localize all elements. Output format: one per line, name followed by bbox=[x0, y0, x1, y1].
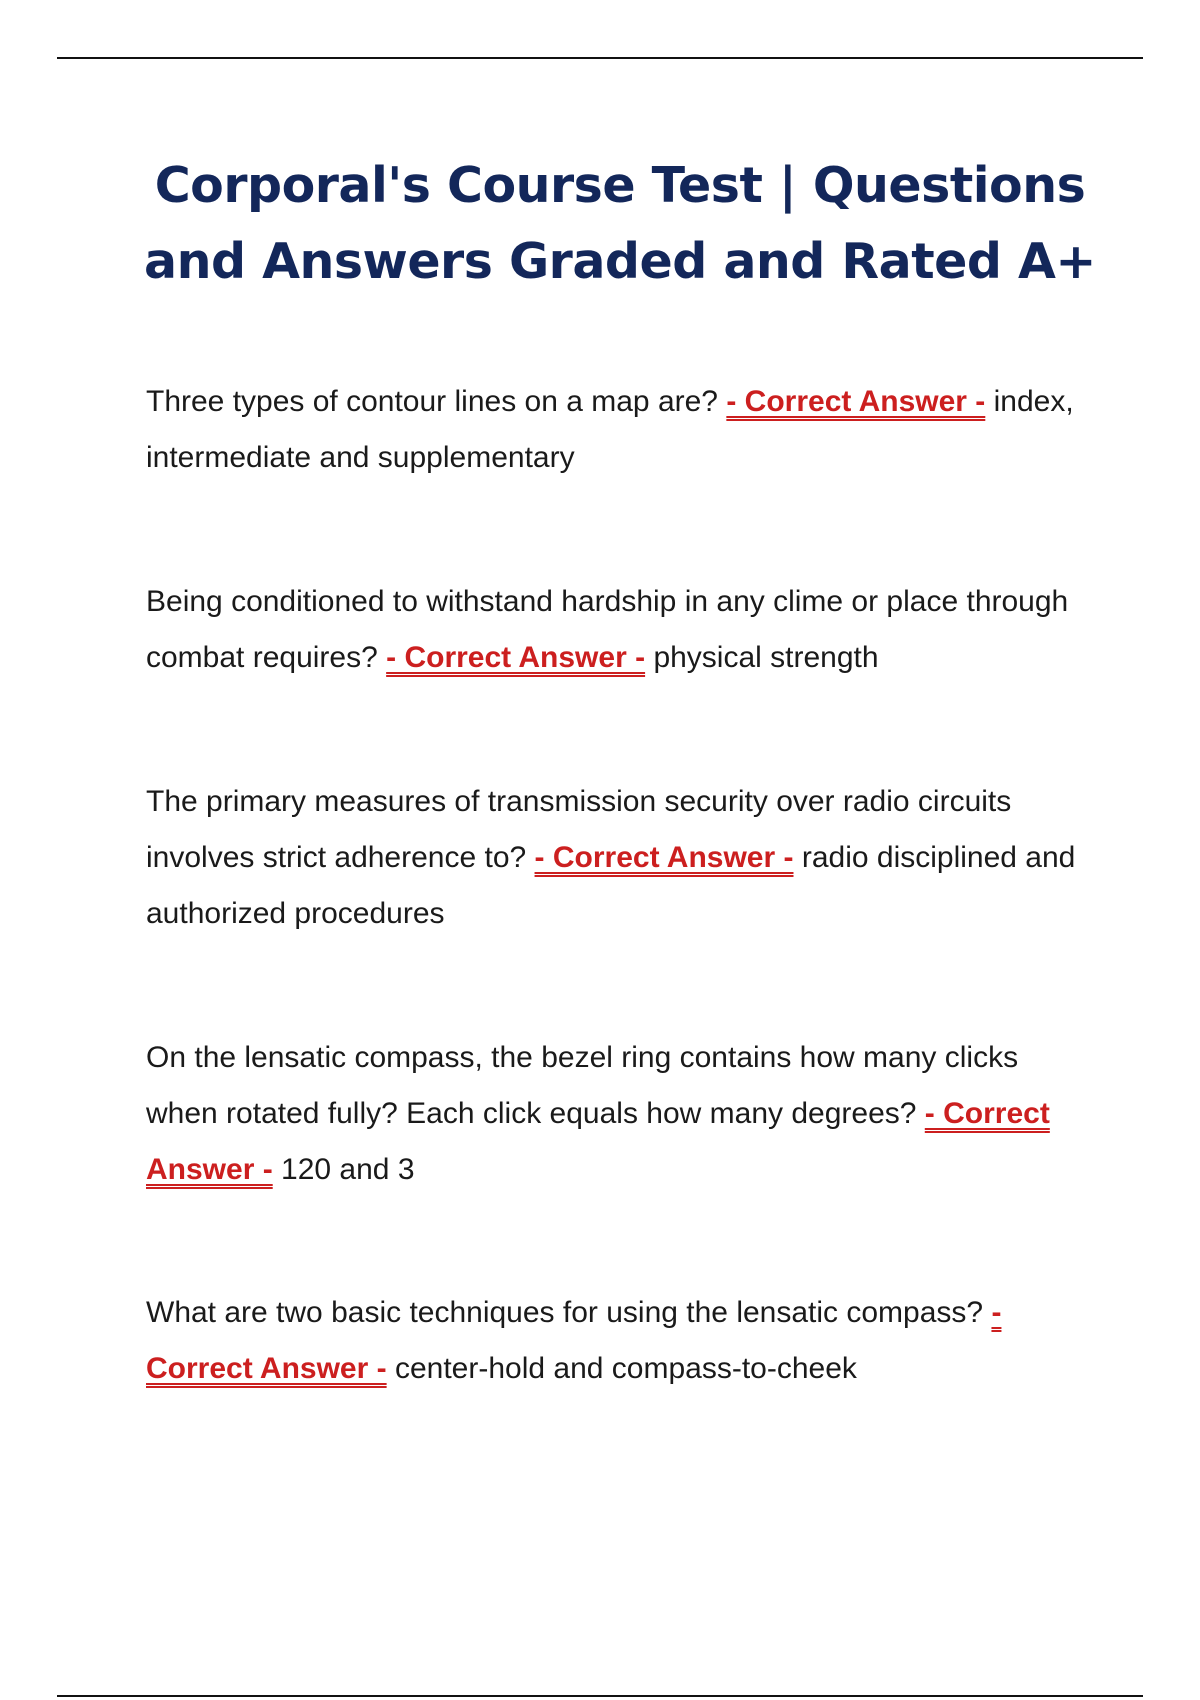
correct-answer-label: - Correct Answer - bbox=[534, 841, 794, 874]
question-text: What are two basic techniques for using the lensatic compass? bbox=[146, 1296, 984, 1329]
question-text: On the lensatic compass, the bezel ring contains how many clicks when rotated fully? Each click equals how many degrees? bbox=[146, 1041, 1019, 1130]
correct-answer-label: - Correct Answer - bbox=[146, 1097, 1050, 1186]
top-rule bbox=[57, 57, 1143, 59]
question-text: The primary measures of transmission security over radio circuits involves strict adherence to? bbox=[146, 785, 1012, 874]
correct-answer-label: - Correct Answer - bbox=[386, 641, 646, 674]
qa-item bbox=[146, 1285, 1096, 1397]
answer-text: 120 and 3 bbox=[281, 1153, 415, 1186]
correct-answer-label: - Correct Answer - bbox=[726, 385, 986, 418]
qa-item bbox=[146, 574, 1096, 686]
answer-text: center-hold and compass-to-cheek bbox=[394, 1352, 857, 1385]
qa-item bbox=[146, 374, 1096, 486]
qa-item bbox=[146, 1030, 1096, 1198]
qa-item bbox=[146, 774, 1096, 942]
bottom-rule bbox=[57, 1695, 1143, 1697]
answer-text: radio disciplined and authorized procedures bbox=[146, 841, 1076, 930]
answer-text: physical strength bbox=[653, 641, 879, 674]
correct-answer-label: - Correct Answer - bbox=[146, 1296, 1002, 1385]
question-text: Three types of contour lines on a map are? bbox=[146, 385, 718, 418]
answer-text: index, intermediate and supplementary bbox=[146, 385, 1074, 474]
page-title: Corporal's Course Test | Questions and Answers Graded and Rated A+ bbox=[144, 157, 1096, 290]
question-text: Being conditioned to withstand hardship in any clime or place through combat requires? bbox=[146, 585, 1069, 674]
